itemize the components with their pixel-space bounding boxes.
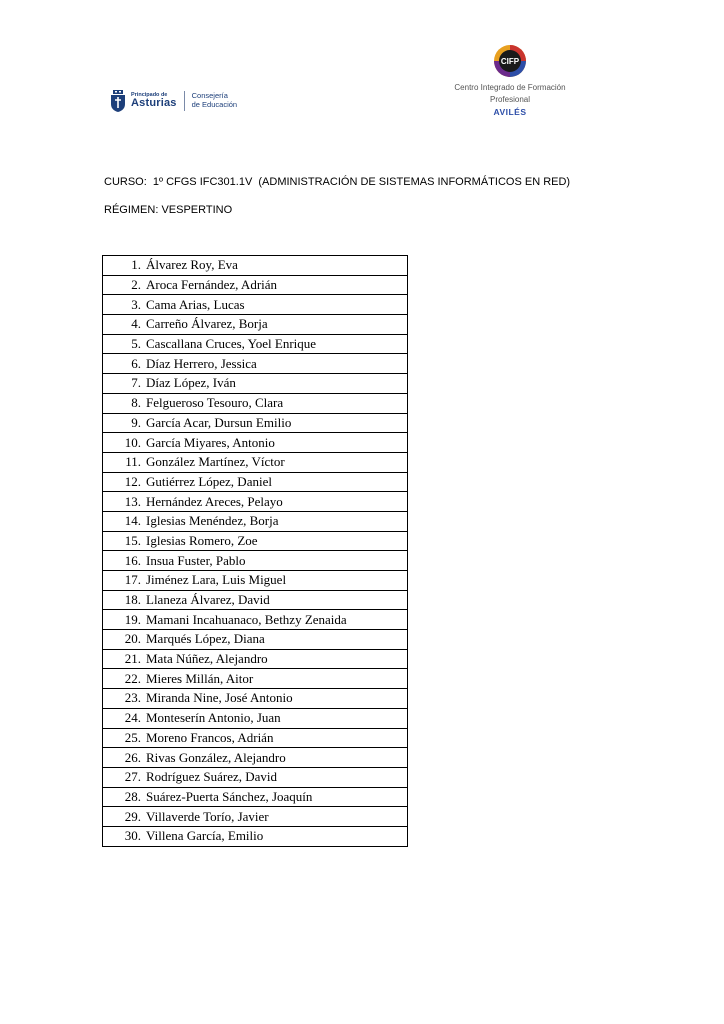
- student-number: 9.: [131, 414, 141, 430]
- student-cell: [103, 826, 408, 846]
- student-name: Carreño Álvarez, Borja: [146, 316, 268, 332]
- table-row: [103, 787, 408, 807]
- student-name: Insua Fuster, Pablo: [146, 552, 246, 568]
- student-cell: [103, 610, 408, 630]
- student-number: 21.: [124, 651, 141, 667]
- student-number: 17.: [124, 572, 141, 588]
- table-row: [103, 295, 408, 315]
- course-title: CURSO: 1º CFGS IFC301.1V (ADMINISTRACIÓN DE SISTEMAS INFORMÁTICOS EN RED): [104, 176, 571, 188]
- table-row: [103, 708, 408, 728]
- student-number: 18.: [124, 592, 141, 608]
- table-row: [103, 590, 408, 610]
- table-row: [103, 452, 408, 472]
- student-cell: [103, 433, 408, 453]
- table-row: [103, 826, 408, 846]
- student-cell: [103, 669, 408, 689]
- student-cell: [103, 748, 408, 768]
- table-row: [103, 413, 408, 433]
- student-name: Villena García, Emilio: [146, 828, 264, 844]
- student-name: Moreno Francos, Adrián: [146, 729, 274, 745]
- cifp-logo: [440, 44, 580, 119]
- student-cell: [103, 472, 408, 492]
- student-list-body: [103, 256, 408, 847]
- cifp-city: AVILÉS: [493, 107, 527, 117]
- student-number: 13.: [124, 493, 141, 509]
- student-cell: [103, 630, 408, 650]
- student-name: Díaz Herrero, Jessica: [146, 355, 257, 371]
- student-name: Villaverde Torío, Javier: [146, 808, 269, 824]
- student-cell: [103, 492, 408, 512]
- student-number: 25.: [124, 729, 141, 745]
- student-cell: [103, 295, 408, 315]
- student-cell: [103, 551, 408, 571]
- principado-label: Principado de: [131, 91, 168, 98]
- cifp-name-line1: Centro Integrado de Formación: [454, 83, 566, 92]
- student-number: 4.: [131, 316, 141, 332]
- student-number: 8.: [131, 395, 141, 411]
- student-number: 15.: [124, 532, 141, 548]
- student-number: 24.: [124, 710, 141, 726]
- educacion-label: de Educación: [191, 100, 238, 109]
- student-cell: [103, 689, 408, 709]
- student-cell: [103, 708, 408, 728]
- student-number: 28.: [124, 788, 141, 804]
- student-name: Mieres Millán, Aitor: [146, 670, 254, 686]
- table-row: [103, 374, 408, 394]
- student-number: 19.: [124, 611, 141, 627]
- table-row: [103, 728, 408, 748]
- student-number: 27.: [124, 769, 141, 785]
- student-cell: [103, 787, 408, 807]
- student-name: Rivas González, Alejandro: [146, 749, 286, 765]
- student-name: Gutiérrez López, Daniel: [146, 473, 272, 489]
- student-name: Monteserín Antonio, Juan: [146, 710, 281, 726]
- student-cell: [103, 275, 408, 295]
- student-name: Cascallana Cruces, Yoel Enrique: [146, 336, 317, 352]
- student-name: Cama Arias, Lucas: [146, 296, 245, 312]
- table-row: [103, 275, 408, 295]
- regimen-title: RÉGIMEN: VESPERTINO: [104, 204, 233, 216]
- student-number: 22.: [124, 670, 141, 686]
- table-row: [103, 630, 408, 650]
- student-number: 16.: [124, 552, 141, 568]
- student-number: 30.: [124, 828, 141, 844]
- table-row: [103, 492, 408, 512]
- logo-divider: [184, 91, 185, 111]
- consejeria-label: Consejería: [191, 91, 228, 101]
- student-cell: [103, 767, 408, 787]
- student-name: Mamani Incahuanaco, Bethzy Zenaida: [146, 611, 347, 627]
- table-row: [103, 767, 408, 787]
- student-cell: [103, 393, 408, 413]
- student-number: 5.: [131, 336, 141, 352]
- student-name: Iglesias Menéndez, Borja: [146, 513, 279, 529]
- table-row: [103, 334, 408, 354]
- student-cell: [103, 452, 408, 472]
- cifp-emblem-icon: [493, 44, 527, 78]
- student-number: 1.: [131, 257, 141, 273]
- student-number: 3.: [131, 296, 141, 312]
- table-row: [103, 669, 408, 689]
- table-row: [103, 531, 408, 551]
- student-number: 12.: [124, 473, 141, 489]
- student-cell: [103, 807, 408, 827]
- table-row: [103, 610, 408, 630]
- student-number: 26.: [124, 749, 141, 765]
- table-row: [103, 807, 408, 827]
- student-number: 6.: [131, 355, 141, 371]
- student-name: Jiménez Lara, Luis Miguel: [146, 572, 287, 588]
- student-name: Llaneza Álvarez, David: [146, 592, 270, 608]
- student-number: 23.: [124, 690, 141, 706]
- asturias-logo: [110, 90, 237, 112]
- student-name: Miranda Nine, José Antonio: [146, 690, 293, 706]
- student-name: Felgueroso Tesouro, Clara: [146, 395, 284, 411]
- student-cell: [103, 590, 408, 610]
- table-row: [103, 354, 408, 374]
- student-cell: [103, 511, 408, 531]
- student-cell: [103, 649, 408, 669]
- student-name: Suárez-Puerta Sánchez, Joaquín: [146, 788, 313, 804]
- table-row: [103, 472, 408, 492]
- student-name: González Martínez, Víctor: [146, 454, 285, 470]
- table-row: [103, 571, 408, 591]
- student-cell: [103, 334, 408, 354]
- student-name: Rodríguez Suárez, David: [146, 769, 278, 785]
- student-cell: [103, 256, 408, 276]
- student-cell: [103, 571, 408, 591]
- table-row: [103, 315, 408, 335]
- table-row: [103, 649, 408, 669]
- table-row: [103, 551, 408, 571]
- table-row: [103, 393, 408, 413]
- student-name: Iglesias Romero, Zoe: [146, 532, 258, 548]
- student-cell: [103, 374, 408, 394]
- student-number: 10.: [124, 434, 141, 450]
- student-name: Díaz López, Iván: [146, 375, 236, 391]
- student-cell: [103, 531, 408, 551]
- student-number: 11.: [125, 454, 141, 470]
- student-number: 20.: [124, 631, 141, 647]
- table-row: [103, 748, 408, 768]
- table-row: [103, 433, 408, 453]
- student-name: García Miyares, Antonio: [146, 434, 275, 450]
- student-name: García Acar, Dursun Emilio: [146, 414, 292, 430]
- cifp-name-line2: Profesional: [489, 95, 531, 104]
- student-cell: [103, 728, 408, 748]
- student-cell: [103, 413, 408, 433]
- student-number: 2.: [131, 277, 141, 293]
- student-number: 29.: [124, 808, 141, 824]
- asturias-label: Asturias: [131, 97, 177, 110]
- student-number: 7.: [131, 375, 141, 391]
- student-name: Aroca Fernández, Adrián: [146, 277, 278, 293]
- cifp-mark-text: CIFP: [500, 57, 520, 66]
- student-cell: [103, 354, 408, 374]
- table-row: [103, 689, 408, 709]
- table-row: [103, 256, 408, 276]
- student-number: 14.: [124, 513, 141, 529]
- student-name: Hernández Areces, Pelayo: [146, 493, 283, 509]
- student-list-table: [102, 255, 408, 847]
- student-cell: [103, 315, 408, 335]
- asturias-crest-icon: [110, 90, 126, 112]
- student-name: Álvarez Roy, Eva: [146, 257, 238, 273]
- student-name: Marqués López, Diana: [146, 631, 265, 647]
- student-name: Mata Núñez, Alejandro: [146, 651, 268, 667]
- table-row: [103, 511, 408, 531]
